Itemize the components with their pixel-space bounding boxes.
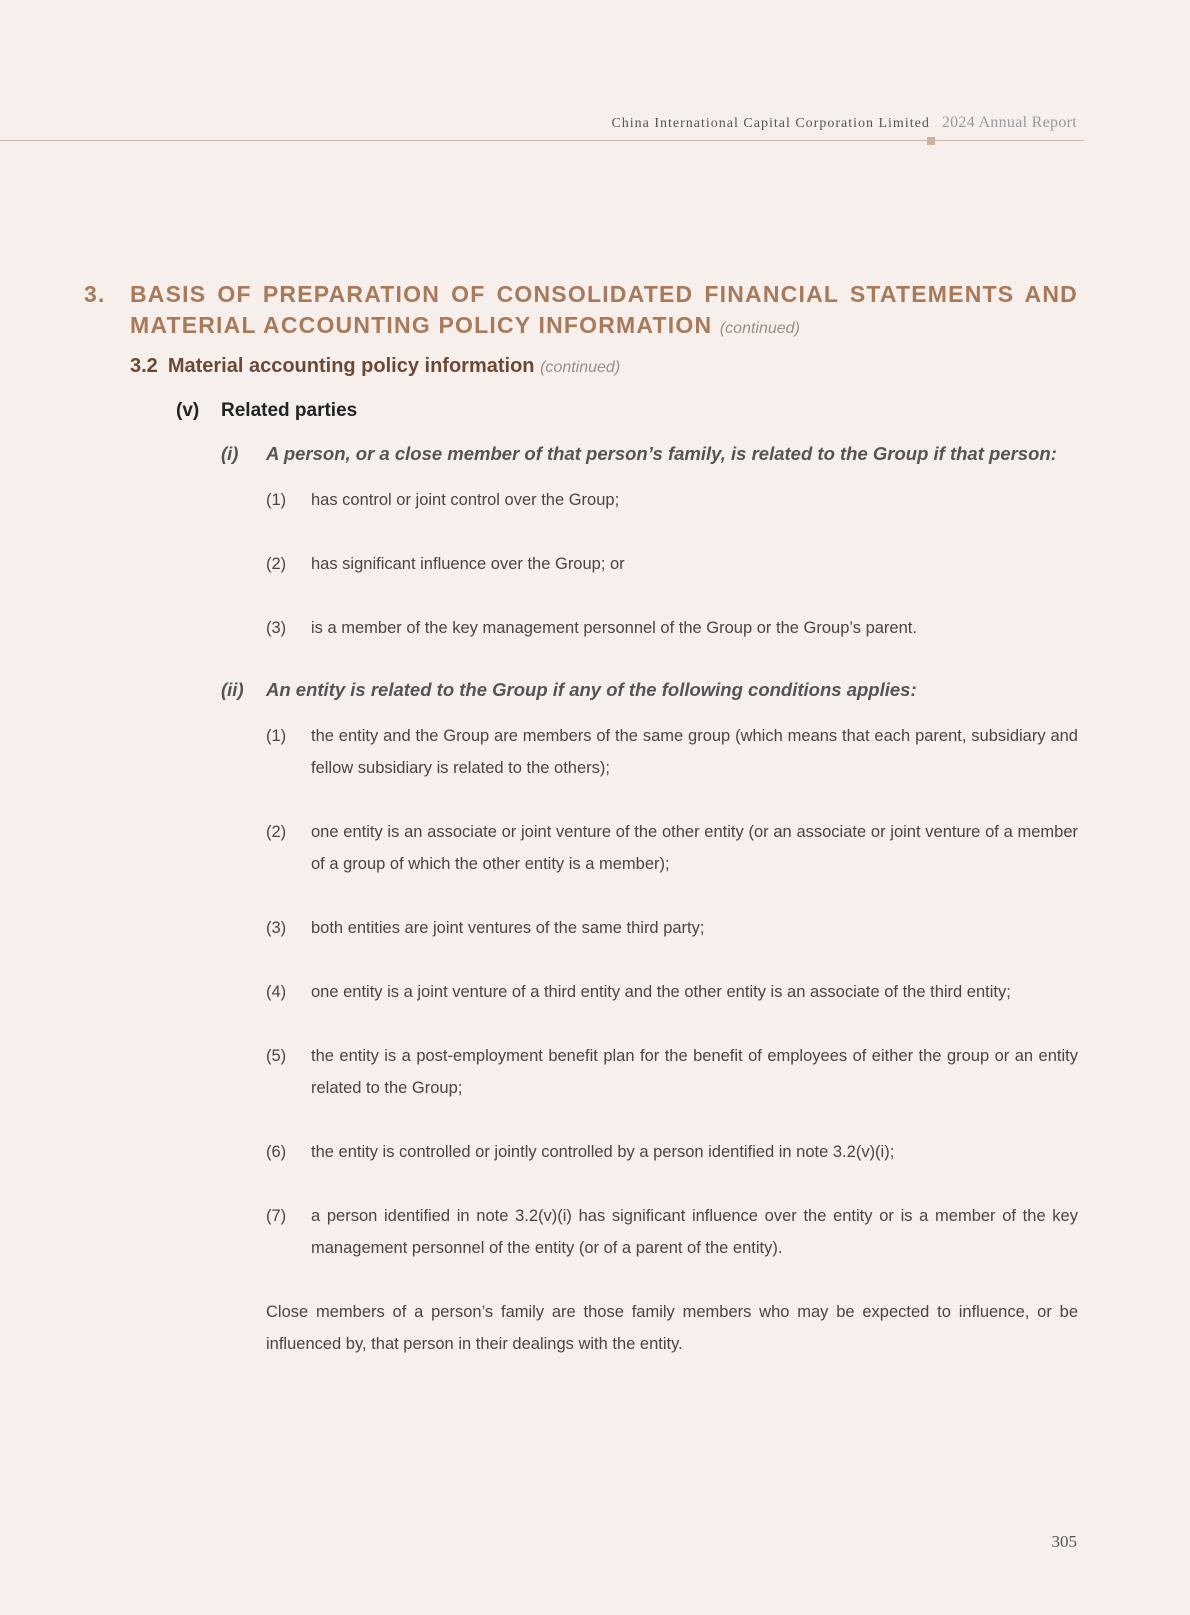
header-rule	[0, 140, 1084, 141]
list-item	[266, 1200, 1078, 1264]
subsection-number: 3.2	[130, 355, 158, 377]
subsection-continued: (continued)	[540, 359, 621, 376]
item-text: has significant influence over the Group; or	[311, 555, 625, 573]
item-number: (6)	[266, 1143, 287, 1161]
item-text: has control or joint control over the Group;	[311, 491, 620, 509]
subsubsection-number: (v)	[176, 400, 200, 421]
section-continued: (continued)	[719, 320, 800, 337]
item-number: (1)	[266, 727, 287, 745]
list-item	[266, 1136, 1078, 1168]
closing-paragraph: Close members of a person’s family are those family members who may be expected to influence, or be influenced by, that person in their dealings with the entity.	[266, 1303, 1078, 1353]
part-i-heading	[221, 443, 1057, 465]
list-item	[266, 912, 1078, 944]
header-company: China International Capital Corporation Limited	[611, 116, 930, 131]
item-text: is a member of the key management personnel of the Group or the Group’s parent.	[311, 619, 917, 637]
item-text: the entity and the Group are members of the same group (which means that each parent, subsidiary and fellow subsidiary is related to the others);	[311, 727, 1078, 777]
item-text: one entity is a joint venture of a third entity and the other entity is an associate of the third entity;	[311, 983, 1011, 1001]
item-number: (2)	[266, 823, 287, 841]
header-marker	[927, 137, 935, 145]
header-report: 2024 Annual Report	[941, 114, 1077, 131]
item-number: (4)	[266, 983, 287, 1001]
item-number: (3)	[266, 619, 287, 637]
item-number: (7)	[266, 1207, 287, 1225]
subsection-heading	[130, 355, 620, 378]
part-i-number: (i)	[221, 443, 239, 464]
item-number: (5)	[266, 1047, 287, 1065]
list-item	[266, 484, 1078, 516]
list-item	[266, 612, 1078, 644]
subsection-title: Material accounting policy information	[167, 355, 535, 377]
item-text: both entities are joint ventures of the same third party;	[311, 919, 705, 937]
item-text: one entity is an associate or joint venture of the other entity (or an associate or joint venture of a member of a group of which the other entity is a member);	[311, 823, 1078, 873]
part-ii-number: (ii)	[221, 679, 244, 700]
list-item	[266, 816, 1078, 880]
item-text: the entity is a post-employment benefit plan for the benefit of employees of either the group or an entity related to the Group;	[311, 1047, 1078, 1097]
item-number: (1)	[266, 491, 287, 509]
list-item	[266, 1040, 1078, 1104]
section-number: 3.	[84, 281, 106, 307]
section-heading	[84, 279, 1078, 344]
item-number: (3)	[266, 919, 287, 937]
list-item	[266, 720, 1078, 784]
page-number: 305	[1051, 1532, 1077, 1551]
subsubsection-title: Related parties	[221, 400, 358, 421]
part-ii-title: An entity is related to the Group if any of the following conditions applies:	[266, 679, 917, 700]
part-i-title: A person, or a close member of that person’s family, is related to the Group if that person:	[266, 443, 1057, 464]
section-title: BASIS OF PREPARATION OF CONSOLIDATED FINANCIAL STATEMENTS AND MATERIAL ACCOUNTING POLICY INFORMATION	[130, 281, 1078, 338]
list-item	[266, 548, 1078, 580]
list-item	[266, 976, 1078, 1008]
item-number: (2)	[266, 555, 287, 573]
running-header	[611, 114, 1077, 132]
item-text: the entity is controlled or jointly controlled by a person identified in note 3.2(v)(i);	[311, 1143, 895, 1161]
subsubsection-heading	[176, 400, 357, 422]
item-text: a person identified in note 3.2(v)(i) has significant influence over the entity or is a member of the key management personnel of the entity (or of a parent of the entity).	[311, 1207, 1078, 1257]
part-ii-heading	[221, 679, 917, 701]
